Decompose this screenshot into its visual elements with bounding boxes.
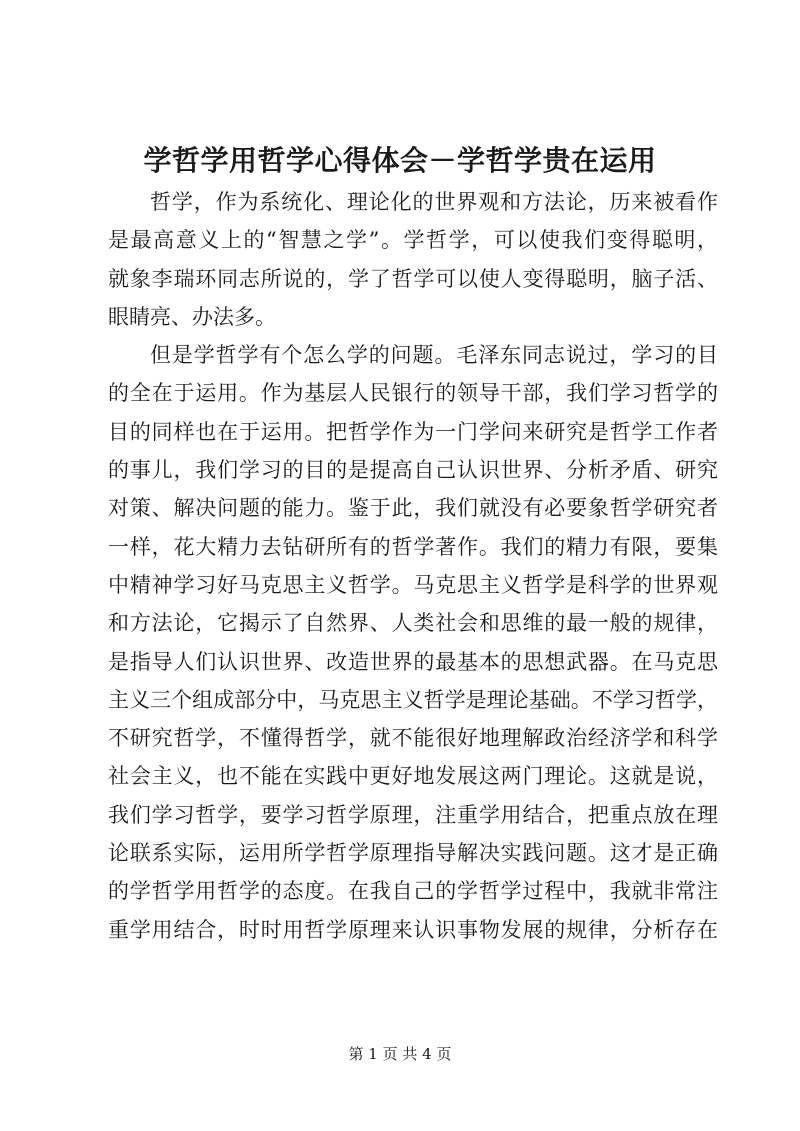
paragraph-2 <box>108 336 718 949</box>
text-line: 哲学，作为系统化、理论化的世界观和方法论，历来被看作 <box>150 190 718 214</box>
text-line: 和方法论，它揭示了自然界、人类社会和思维的最一般的规律， <box>108 611 718 636</box>
text-line: 主义三个组成部分中，马克思主义哲学是理论基础。不学习哲学， <box>108 687 718 712</box>
document-body <box>108 183 718 949</box>
text-line: 但是学哲学有个怎么学的问题。毛泽东同志说过，学习的目 <box>150 343 718 368</box>
page-number-footer: 第 1 页 共 4 页 <box>348 1045 452 1063</box>
text-line: 一样，花大精力去钻研所有的哲学著作。我们的精力有限，要集 <box>108 534 718 559</box>
text-line: 的学哲学用哲学的态度。在我自己的学哲学过程中，我就非常注 <box>108 879 718 904</box>
text-line: 重学用结合，时时用哲学原理来认识事物发展的规律，分析存在 <box>108 917 718 942</box>
text-line: 眼睛亮、办法多。 <box>108 304 276 329</box>
text-line: 是指导人们认识世界、改造世界的最基本的思想武器。在马克思 <box>108 649 718 674</box>
text-line: 的全在于运用。作为基层人民银行的领导干部，我们学习哲学的 <box>108 381 718 406</box>
text-line: 目的同样也在于运用。把哲学作为一门学问来研究是哲学工作者 <box>108 419 718 444</box>
paragraph-1 <box>108 183 718 336</box>
text-line: 中精神学习好马克思主义哲学。马克思主义哲学是科学的世界观 <box>108 572 718 597</box>
text-line: 我们学习哲学，要学习哲学原理，注重学用结合，把重点放在理 <box>108 802 718 827</box>
text-line: 是最高意义上的“智慧之学”。学哲学，可以使我们变得聪明， <box>108 228 718 253</box>
text-line: 就象李瑞环同志所说的，学了哲学可以使人变得聪明，脑子活、 <box>108 266 718 291</box>
text-line: 论联系实际，运用所学哲学原理指导解决实践问题。这才是正确 <box>108 841 718 866</box>
document-title: 学哲学用哲学心得体会－学哲学贵在运用 <box>143 144 657 177</box>
text-line: 对策、解决问题的能力。鉴于此，我们就没有必要象哲学研究者 <box>108 496 718 521</box>
text-line: 不研究哲学，不懂得哲学，就不能很好地理解政治经济学和科学 <box>108 726 718 751</box>
text-line: 社会主义，也不能在实践中更好地发展这两门理论。这就是说， <box>108 764 718 789</box>
text-line: 的事儿，我们学习的目的是提高自己认识世界、分析矛盾、研究 <box>108 458 718 483</box>
